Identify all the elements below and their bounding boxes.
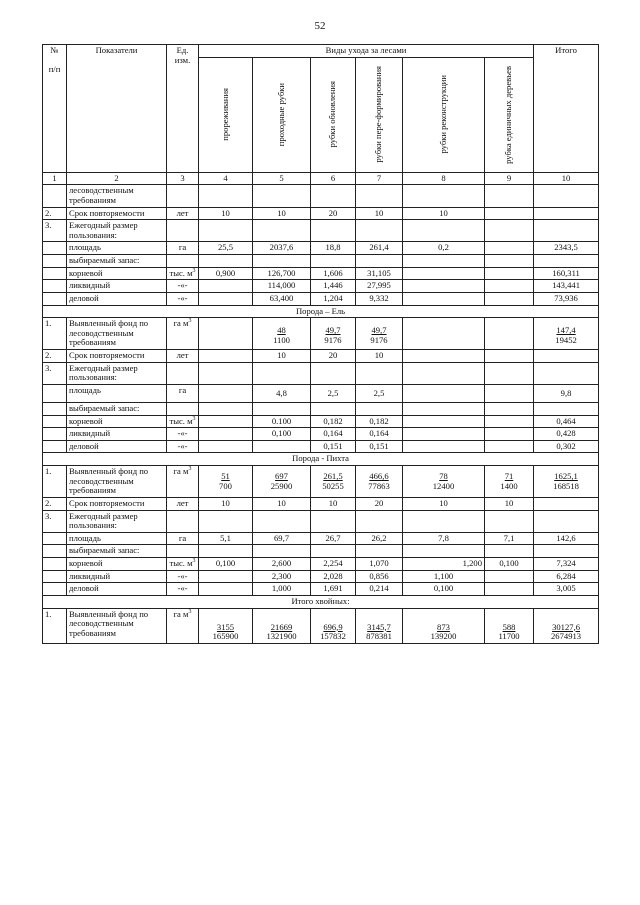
root-label: корневой bbox=[67, 558, 167, 571]
data-cell bbox=[534, 497, 599, 510]
annual-label: Ежегодный размер пользования: bbox=[67, 510, 167, 532]
data-cell bbox=[485, 242, 534, 255]
row-number: 1. bbox=[43, 608, 67, 643]
data-cell: 2,5 bbox=[311, 384, 356, 402]
table-row bbox=[43, 350, 599, 363]
data-cell: 160,311 bbox=[534, 267, 599, 280]
table-row bbox=[43, 497, 599, 510]
header-num: № п/п bbox=[43, 45, 67, 173]
data-cell: 10 bbox=[356, 350, 403, 363]
row-number: 1. bbox=[43, 318, 67, 350]
section-title-total: Итого хвойных: bbox=[43, 595, 599, 608]
header-unit: Ед. изм. bbox=[167, 45, 199, 173]
data-cell: 49,7 9176 bbox=[356, 318, 403, 350]
row-number: 3. bbox=[43, 220, 67, 242]
col-number: 3 bbox=[167, 172, 199, 185]
data-cell: 261,5 50255 bbox=[311, 466, 356, 498]
data-cell bbox=[403, 318, 485, 350]
data-cell: 0,164 bbox=[311, 428, 356, 441]
row-number: 3. bbox=[43, 510, 67, 532]
table-row bbox=[43, 255, 599, 268]
header-type-reformation-cut: рубки пере-формирования bbox=[356, 57, 403, 172]
data-cell bbox=[485, 292, 534, 305]
data-cell bbox=[534, 350, 599, 363]
data-cell: 1,200 bbox=[403, 558, 485, 571]
data-cell: 0,100 bbox=[253, 428, 311, 441]
data-cell bbox=[485, 350, 534, 363]
col-number: 9 bbox=[485, 172, 534, 185]
col-number: 2 bbox=[67, 172, 167, 185]
fund-label: Выявленный фонд по лесоводственным требованиям bbox=[67, 608, 167, 643]
table-row bbox=[43, 570, 599, 583]
data-cell bbox=[485, 207, 534, 220]
data-cell: 142,6 bbox=[534, 532, 599, 545]
data-cell: 0,464 bbox=[534, 415, 599, 428]
data-cell: 4,8 bbox=[253, 384, 311, 402]
data-cell: 20 bbox=[311, 207, 356, 220]
stock-label: выбираемый запас: bbox=[67, 545, 167, 558]
table-row bbox=[43, 292, 599, 305]
data-cell bbox=[199, 428, 253, 441]
data-cell: 2343,5 bbox=[534, 242, 599, 255]
root-label: корневой bbox=[67, 267, 167, 280]
section-row bbox=[43, 595, 599, 608]
data-cell bbox=[199, 292, 253, 305]
header-total: Итого bbox=[534, 45, 599, 173]
data-cell: 0,100 bbox=[403, 583, 485, 596]
column-numbers-row bbox=[43, 172, 599, 185]
data-cell: 2,028 bbox=[311, 570, 356, 583]
data-cell: 0,856 bbox=[356, 570, 403, 583]
data-cell bbox=[485, 440, 534, 453]
data-cell: 0,100 bbox=[199, 558, 253, 571]
data-cell: 0,428 bbox=[534, 428, 599, 441]
table-row bbox=[43, 207, 599, 220]
stock-label: выбираемый запас: bbox=[67, 255, 167, 268]
data-cell bbox=[199, 583, 253, 596]
liquid-label: ликвидный bbox=[67, 280, 167, 293]
data-cell: 10 bbox=[253, 350, 311, 363]
data-cell bbox=[403, 384, 485, 402]
data-cell: 0,151 bbox=[311, 440, 356, 453]
data-cell: 18,8 bbox=[311, 242, 356, 255]
unit-cell: тыс. $м^3$ bbox=[167, 558, 199, 571]
table-row bbox=[43, 440, 599, 453]
data-cell: 73,936 bbox=[534, 292, 599, 305]
table-row bbox=[43, 466, 599, 498]
data-cell: 9,8 bbox=[534, 384, 599, 402]
data-cell: 7,1 bbox=[485, 532, 534, 545]
data-cell: 20 bbox=[311, 350, 356, 363]
unit-cell: га $м^3$ bbox=[167, 608, 199, 643]
header-type-thinning: прореживания bbox=[199, 57, 253, 172]
data-cell bbox=[403, 415, 485, 428]
col-number: 10 bbox=[534, 172, 599, 185]
data-cell: 2037,6 bbox=[253, 242, 311, 255]
unit-cell: га bbox=[167, 242, 199, 255]
unit-cell: лет bbox=[167, 207, 199, 220]
header-type-passing-cut: проходные рубки bbox=[253, 57, 311, 172]
data-cell: 10 bbox=[253, 497, 311, 510]
col-number: 6 bbox=[311, 172, 356, 185]
section-row bbox=[43, 305, 599, 318]
table-row bbox=[43, 583, 599, 596]
data-cell: 10 bbox=[199, 207, 253, 220]
data-cell: 114,000 bbox=[253, 280, 311, 293]
data-cell bbox=[485, 267, 534, 280]
section-title-el: Порода – Ель bbox=[43, 305, 599, 318]
data-cell: 3,005 bbox=[534, 583, 599, 596]
data-cell: 588 11700 bbox=[485, 608, 534, 643]
data-cell bbox=[485, 384, 534, 402]
table-row bbox=[43, 558, 599, 571]
data-cell: 0,182 bbox=[356, 415, 403, 428]
data-cell: 1,000 bbox=[253, 583, 311, 596]
data-cell bbox=[403, 440, 485, 453]
data-cell: 27,995 bbox=[356, 280, 403, 293]
cont-forest-label: лесоводственным требованиям bbox=[67, 185, 167, 207]
data-cell: 2,300 bbox=[253, 570, 311, 583]
data-cell: 1,606 bbox=[311, 267, 356, 280]
col-number: 7 bbox=[356, 172, 403, 185]
data-cell: 10 bbox=[485, 497, 534, 510]
data-cell: 7,8 bbox=[403, 532, 485, 545]
header-types-title: Виды ухода за лесами bbox=[199, 45, 534, 58]
data-cell: 69,7 bbox=[253, 532, 311, 545]
unit-cell: -«- bbox=[167, 570, 199, 583]
unit-cell: га $м^3$ bbox=[167, 466, 199, 498]
data-cell bbox=[199, 440, 253, 453]
unit-cell: га bbox=[167, 532, 199, 545]
period-label: Срок повторяемости bbox=[67, 207, 167, 220]
table-row bbox=[43, 608, 599, 643]
data-cell: 0,182 bbox=[311, 415, 356, 428]
data-cell bbox=[534, 207, 599, 220]
data-cell: 49,7 9176 bbox=[311, 318, 356, 350]
data-cell: 71 1400 bbox=[485, 466, 534, 498]
data-cell: 10 bbox=[403, 207, 485, 220]
period-label: Срок повторяемости bbox=[67, 350, 167, 363]
table-row bbox=[43, 242, 599, 255]
header-type-single-tree-cut: рубка единичных деревьев bbox=[485, 57, 534, 172]
data-cell: 10 bbox=[356, 207, 403, 220]
unit-cell: лет bbox=[167, 350, 199, 363]
unit-cell: -«- bbox=[167, 280, 199, 293]
header-row-1 bbox=[43, 45, 599, 58]
data-cell: 143,441 bbox=[534, 280, 599, 293]
data-cell bbox=[199, 280, 253, 293]
data-cell: 26,2 bbox=[356, 532, 403, 545]
data-cell: 1,204 bbox=[311, 292, 356, 305]
page-number: 52 bbox=[314, 20, 326, 32]
unit-cell: -«- bbox=[167, 292, 199, 305]
col-number: 8 bbox=[403, 172, 485, 185]
col-number: 4 bbox=[199, 172, 253, 185]
table-row bbox=[43, 267, 599, 280]
data-cell bbox=[403, 292, 485, 305]
data-cell: 2,600 bbox=[253, 558, 311, 571]
data-cell bbox=[485, 318, 534, 350]
data-cell: 5,1 bbox=[199, 532, 253, 545]
unit-cell: лет bbox=[167, 497, 199, 510]
data-cell: 1625,1 168518 bbox=[534, 466, 599, 498]
col-number: 1 bbox=[43, 172, 67, 185]
data-cell: 466,6 77863 bbox=[356, 466, 403, 498]
data-cell bbox=[403, 350, 485, 363]
row-number: 2. bbox=[43, 207, 67, 220]
data-cell: 3155 165900 bbox=[199, 608, 253, 643]
data-cell: 30127,6 2674913 bbox=[534, 608, 599, 643]
table-row bbox=[43, 545, 599, 558]
data-cell bbox=[199, 384, 253, 402]
data-cell: 0,151 bbox=[356, 440, 403, 453]
data-cell bbox=[485, 570, 534, 583]
unit-cell: -«- bbox=[167, 583, 199, 596]
header-type-reconstruction-cut: рубки реконструкции bbox=[403, 57, 485, 172]
fund-label: Выявленный фонд по лесоводственным требованиям bbox=[67, 466, 167, 498]
data-cell: 0,302 bbox=[534, 440, 599, 453]
data-cell bbox=[199, 318, 253, 350]
data-cell: 78 12400 bbox=[403, 466, 485, 498]
annual-label: Ежегодный размер пользования: bbox=[67, 362, 167, 384]
data-cell bbox=[199, 350, 253, 363]
stock-label: выбираемый запас: bbox=[67, 402, 167, 415]
data-cell: 20 bbox=[356, 497, 403, 510]
table-row bbox=[43, 280, 599, 293]
data-cell bbox=[403, 428, 485, 441]
table-row bbox=[43, 318, 599, 350]
table-row bbox=[43, 415, 599, 428]
data-cell: 10 bbox=[311, 497, 356, 510]
data-cell: 0.100 bbox=[253, 415, 311, 428]
data-cell: 0,100 bbox=[485, 558, 534, 571]
data-cell: 25,5 bbox=[199, 242, 253, 255]
data-cell: 63,400 bbox=[253, 292, 311, 305]
section-row bbox=[43, 453, 599, 466]
row-number: 1. bbox=[43, 466, 67, 498]
data-cell: 6,284 bbox=[534, 570, 599, 583]
data-cell bbox=[485, 280, 534, 293]
data-cell bbox=[199, 415, 253, 428]
data-cell: 696,9 157832 bbox=[311, 608, 356, 643]
business-label: деловой bbox=[67, 292, 167, 305]
data-cell: 126,700 bbox=[253, 267, 311, 280]
header-indicators: Показатели bbox=[67, 45, 167, 173]
data-cell bbox=[403, 280, 485, 293]
data-cell: 51 700 bbox=[199, 466, 253, 498]
data-cell: 10 bbox=[403, 497, 485, 510]
row-number: 2. bbox=[43, 350, 67, 363]
table-row bbox=[43, 185, 599, 207]
business-label: деловой bbox=[67, 440, 167, 453]
data-cell bbox=[485, 583, 534, 596]
data-cell: 0,214 bbox=[356, 583, 403, 596]
table-row bbox=[43, 362, 599, 384]
data-cell: 48 1100 bbox=[253, 318, 311, 350]
data-cell: 261,4 bbox=[356, 242, 403, 255]
period-label: Срок повторяемости bbox=[67, 497, 167, 510]
data-cell: 1,070 bbox=[356, 558, 403, 571]
data-cell bbox=[485, 428, 534, 441]
data-cell: 0,2 bbox=[403, 242, 485, 255]
unit-cell: га bbox=[167, 384, 199, 402]
unit-cell: -«- bbox=[167, 440, 199, 453]
area-label: площадь bbox=[67, 384, 167, 402]
business-label: деловой bbox=[67, 583, 167, 596]
unit-cell: тыс. $м^3$ bbox=[167, 415, 199, 428]
col-number: 5 bbox=[253, 172, 311, 185]
data-cell bbox=[403, 267, 485, 280]
data-cell: 21669 1321900 bbox=[253, 608, 311, 643]
section-title-pikhta: Порода - Пихта bbox=[43, 453, 599, 466]
data-cell: 2,5 bbox=[356, 384, 403, 402]
table-row bbox=[43, 402, 599, 415]
data-cell: 873 139200 bbox=[403, 608, 485, 643]
data-cell: 0,164 bbox=[356, 428, 403, 441]
table-row bbox=[43, 510, 599, 532]
data-cell bbox=[253, 440, 311, 453]
data-cell: 10 bbox=[253, 207, 311, 220]
data-cell: 147,4 19452 bbox=[534, 318, 599, 350]
data-cell: 10 bbox=[199, 497, 253, 510]
data-cell: 1,100 bbox=[403, 570, 485, 583]
table-row bbox=[43, 220, 599, 242]
data-cell: 3145,7 878381 bbox=[356, 608, 403, 643]
area-label: площадь bbox=[67, 532, 167, 545]
area-label: площадь bbox=[67, 242, 167, 255]
data-cell: 1,691 bbox=[311, 583, 356, 596]
header-type-renewal-cut: рубки обновления bbox=[311, 57, 356, 172]
unit-cell: -«- bbox=[167, 428, 199, 441]
table-row bbox=[43, 384, 599, 402]
data-cell: 697 25900 bbox=[253, 466, 311, 498]
data-cell: 7,324 bbox=[534, 558, 599, 571]
unit-cell: га $м^3$ bbox=[167, 318, 199, 350]
table-row bbox=[43, 532, 599, 545]
data-cell: 9,332 bbox=[356, 292, 403, 305]
liquid-label: ликвидный bbox=[67, 428, 167, 441]
data-cell: 31,105 bbox=[356, 267, 403, 280]
data-cell: 1,446 bbox=[311, 280, 356, 293]
data-cell bbox=[485, 415, 534, 428]
liquid-label: ликвидный bbox=[67, 570, 167, 583]
data-cell: 26,7 bbox=[311, 532, 356, 545]
row-number: 3. bbox=[43, 362, 67, 384]
forest-care-table bbox=[42, 44, 599, 644]
data-cell: 2,254 bbox=[311, 558, 356, 571]
root-label: корневой bbox=[67, 415, 167, 428]
data-cell bbox=[199, 570, 253, 583]
row-number: 2. bbox=[43, 497, 67, 510]
annual-label: Ежегодный размер пользования: bbox=[67, 220, 167, 242]
unit-cell: тыс. $м^3$ bbox=[167, 267, 199, 280]
table-row bbox=[43, 428, 599, 441]
fund-label: Выявленный фонд по лесоводственным требованиям bbox=[67, 318, 167, 350]
data-cell: 0,900 bbox=[199, 267, 253, 280]
